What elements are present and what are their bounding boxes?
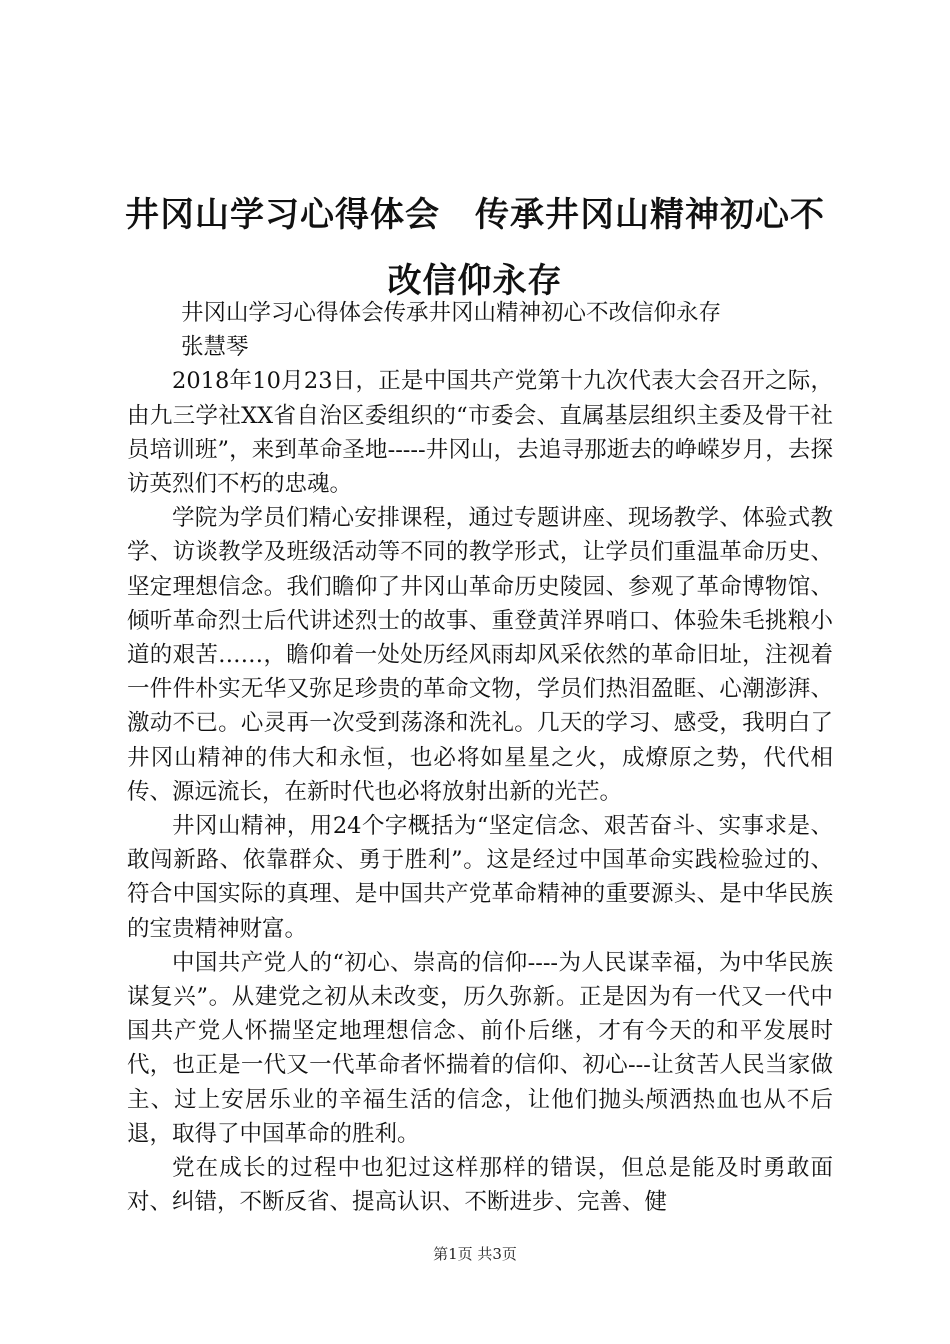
title-line-1: 井冈山学习心得体会 传承井冈山精神初心不 — [125, 195, 825, 235]
paragraph: 2018年10月23日，正是中国共产党第十九次代表大会召开之际，由九三学社XX省自治区委组织的“市委会、直属基层组织主委及骨干社员培训班”，来到革命圣地-----井冈山，去追寻那逝去的峥嵘岁月，去探访英烈们不朽的忠魂。 — [127, 368, 833, 498]
document-body — [127, 296, 833, 1219]
paragraph: 党在成长的过程中也犯过这样那样的错误，但总是能及时勇敢面对、纠错，不断反省、提高认识、不断进步、完善、健 — [127, 1155, 833, 1216]
paragraph: 中国共产党人的“初心、崇高的信仰----为人民谋幸福，为中华民族谋复兴”。从建党之初从未改变，历久弥新。正是因为有一代又一代中国共产党人怀揣坚定地理想信念、前仆后继，才有今天的和平发展时代，也正是一代又一代革命者怀揣着的信仰、初心---让贫苦人民当家做主、过上安居乐业的辛福生活的信念，让他们抛头颅洒热血也从不后退，取得了中国革命的胜利。 — [127, 949, 833, 1147]
title-line-2: 改信仰永存 — [387, 261, 563, 301]
paragraph: 学院为学员们精心安排课程，通过专题讲座、现场教学、体验式教学、访谈教学及班级活动等不同的教学形式，让学员们重温革命历史、坚定理想信念。我们瞻仰了井冈山革命历史陵园、参观了革命博物馆、倾听革命烈士后代讲述烈士的故事、重登黄洋界哨口、体验朱毛挑粮小道的艰苦……，瞻仰着一处处历经风雨却风采依然的革命旧址，注视着一件件朴实无华又弥足珍贵的革命文物，学员们热泪盈眶、心潮澎湃、激动不已。心灵再一次受到荡涤和洗礼。几天的学习、感受，我明白了井冈山精神的伟大和永恒，也必将如星星之火，成燎原之势，代代相传、源远流长，在新时代也必将放射出新的光芒。 — [127, 505, 833, 805]
document-title — [120, 182, 830, 314]
page-number: 第1页 共3页 — [433, 1245, 517, 1263]
author: 张慧琴 — [181, 334, 249, 361]
page-footer — [0, 1243, 950, 1264]
paragraph: 井冈山精神，用24个字概括为“坚定信念、艰苦奋斗、实事求是、敢闯新路、依靠群众、勇于胜利”。这是经过中国革命实践检验过的、符合中国实际的真理、是中国共产党革命精神的重要源头、是中华民族的宝贵精神财富。 — [127, 813, 833, 942]
subtitle: 井冈山学习心得体会传承井冈山精神初心不改信仰永存 — [181, 300, 722, 326]
